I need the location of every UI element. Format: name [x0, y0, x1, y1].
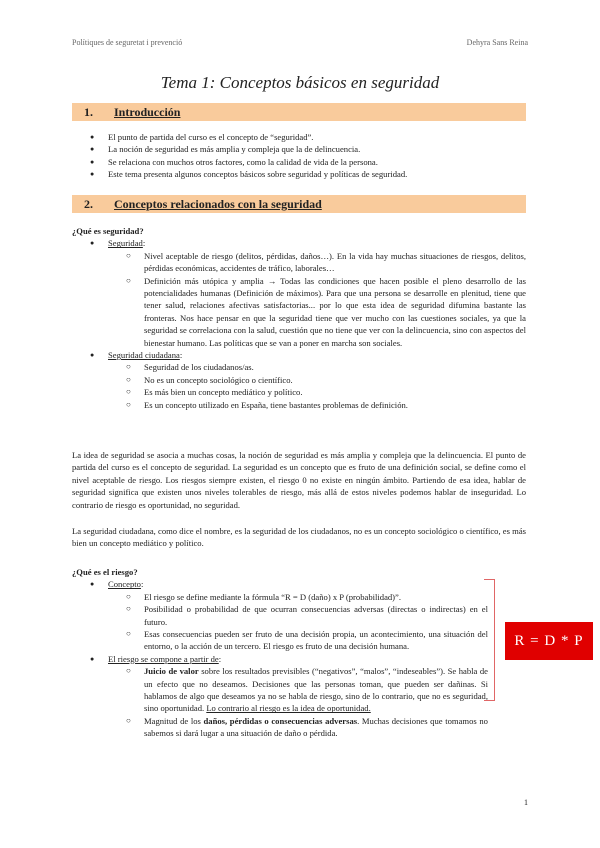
- list-item: ○ Definición más utópica y amplia → Todas las condiciones que hacen posible el pleno desarrollo de las potencialidades humanas (Definición de máximos). Para que una persona se desarrolle en plenitud, tiene que tener salud, relaciones afectivas satisfactorias... por lo que esta idea de seguridad difumina bastante las fronteras. Nos hace pensar en que la seguridad tiene que ver mucho con las cuestiones sociales, ya que la seguridad se correlaciona con la salud, cuestión que no tiene que ver con la delincuencia, sino con aspectos del bienestar humano. Las políticas que se van a poner en marcha son sociales.: [108, 275, 526, 349]
- question-heading: ¿Qué es seguridad?: [72, 226, 144, 236]
- formula-box: R = D * P: [505, 622, 593, 660]
- page-title: Tema 1: Conceptos básicos en seguridad: [160, 73, 440, 92]
- underlined-text: Lo contrario al riesgo es la idea de oportunidad.: [206, 703, 371, 714]
- list-item: ○ No es un concepto sociológico o científico.: [108, 374, 526, 386]
- section-heading-1: [72, 103, 526, 121]
- section-number: 2.: [84, 197, 93, 211]
- paragraph-text: La idea de seguridad se asocia a muchas cosas, la noción de seguridad es más amplia y compleja que la delincuencia. El punto de partida del curso es el concepto de seguridad. La seguridad es un concepto que es fruto de una definición social, se define como el nivel aceptable de riesgo. Los riesgos siempre existen, el riesgo 0 no existe en ningún ámbito. Partiendo de esa idea, hablar de seguridad significa que existen unos niveles tolerables de riesgo, más allá de estos niveles podemos hablar de inseguridad. Lo contrario de riesgo es oportunidad, no seguridad.: [72, 450, 526, 510]
- list-item: ○ Esas consecuencias pueden ser fruto de una decisión propia, un acontecimiento, una situación del entorno, o la acción de un tercero. El riesgo es fruto de una decisión humana.: [108, 628, 488, 653]
- section2-body: [72, 225, 526, 411]
- list-item: ● Se relaciona con muchos otros factores, como la calidad de vida de la persona.: [72, 156, 526, 168]
- list-item: ○ El riesgo se define mediante la fórmula “R = D (daño) x P (probabilidad)”.: [108, 591, 488, 603]
- term-label: Seguridad: [108, 238, 143, 249]
- page-number: 1: [524, 798, 528, 807]
- item-text: Magnitud de los: [144, 715, 204, 726]
- list-item: ● La noción de seguridad es más amplia y compleja que la de delincuencia.: [72, 143, 526, 155]
- term-label: Concepto: [108, 579, 141, 590]
- term-label: Seguridad ciudadana: [108, 350, 180, 361]
- header-right: Dehyra Sans Reina: [466, 38, 528, 47]
- list-item: ● Concepto: ○ El riesgo se define mediante la fórmula “R = D (daño) x P (probabilidad)”. ○ Posibilidad o probabilidad de que ocurran consecuencias adversas (directas o indirectas) en el futuro. ○ Esas consecuencias pueden ser fruto de una decisión propia, un acontecimiento, una situación del entorno, o la acción de un tercero. El riesgo es fruto de una decisión humana.: [72, 578, 488, 652]
- section-heading-2: [72, 195, 526, 213]
- list-item: ○ Seguridad de los ciudadanos/as.: [108, 361, 526, 373]
- list-item: ● Este tema presenta algunos conceptos básicos sobre seguridad y políticas de seguridad.: [72, 168, 526, 180]
- list-item: ○ Es más bien un concepto mediático y político.: [108, 386, 526, 398]
- bold-term: daños, pérdidas o consecuencias adversas: [203, 715, 358, 726]
- paragraph-text: La seguridad ciudadana, como dice el nombre, es la seguridad de los ciudadanos, no es un concepto sociológico o científico, es más bien un concepto mediático y político.: [72, 526, 526, 549]
- section-label: Conceptos relacionados con la seguridad: [114, 197, 322, 211]
- list-item: ● El riesgo se compone a partir de: ○ Juicio de valor sobre los resultados previsibles (“negativos”, “malos”, “indeseables”). Se habla de un efecto que no deseamos. Decisiones que las personas toman, que pueden ser dañinas. Si hablamos de algo que deseamos ya no se habla de riesgo, sino de lo contrario, que no es seguridad, sino oportunidad. Lo contrario al riesgo es la idea de oportunidad. ○ Magnitud de los daños, pérdidas o consecuencias adversas. Muchas decisiones que tomamos no sabemos si dará lugar a una situación de daño o pérdida.: [72, 653, 488, 740]
- item-text: sobre los resultados previsibles (“negativos”, “malos”, “indeseables”). Se habla de un efecto que no deseamos. Decisiones que las personas toman, que pueden ser dañinas. Si hablamos de algo que deseamos ya no se habla de riesgo, sino de lo contrario, que no es seguridad, sino oportunidad.: [144, 666, 488, 714]
- list-item: ○ Posibilidad o probabilidad de que ocurran consecuencias adversas (directas o indirectas) en el futuro.: [108, 603, 488, 628]
- list-item: [108, 665, 488, 715]
- list-item: ○ Es un concepto utilizado en España, tiene bastantes problemas de definición.: [108, 399, 526, 411]
- list-item: ● Seguridad: ○ Nivel aceptable de riesgo (delitos, pérdidas, daños…). En la vida hay muchas situaciones de riesgos, delitos, pérdidas económicas, accidentes de tráfico, laborales… ○ Definición más utópica y amplia → Todas las condiciones que hacen posible el pleno desarrollo de las potencialidades humanas (Definición de máximos). Para que una persona se desarrolle en plenitud, tiene que tener salud, relaciones afectivas satisfactorias... por lo que esta idea de seguridad difumina bastante las fronteras. Nos hace pensar en que la seguridad tiene que ver mucho con las cuestiones sociales, ya que la seguridad se correlaciona con la salud, cuestión que no tiene que ver con la delincuencia, sino con aspectos del bienestar humano. Las políticas que se van a poner en marcha son sociales.: [72, 237, 526, 349]
- list-item: ● Seguridad ciudadana: ○ Seguridad de los ciudadanos/as. ○ No es un concepto sociológico o científico. ○ Es más bien un concepto mediático y político. ○ Es un concepto utilizado en España, tiene bastantes problemas de definición.: [72, 349, 526, 411]
- list-item: ○ Nivel aceptable de riesgo (delitos, pérdidas, daños…). En la vida hay muchas situaciones de riesgos, delitos, pérdidas económicas, accidentes de tráfico, laborales…: [108, 250, 526, 275]
- paragraph-2: [72, 525, 526, 550]
- header-left: Polítiques de seguretat i prevenció: [72, 38, 183, 47]
- question-heading: ¿Qué es el riesgo?: [72, 567, 138, 577]
- bracket-line: [484, 579, 495, 701]
- item-text: . Muchas decisiones que tomamos no sabemos si dará lugar a una situación de daño o pérdida.: [144, 715, 488, 739]
- intro-list: [72, 131, 526, 181]
- list-item: [108, 715, 488, 740]
- paragraph-1: [72, 449, 526, 511]
- list-item: ● El punto de partida del curso es el concepto de “seguridad”.: [72, 131, 526, 143]
- section-label: Introducción: [114, 105, 181, 119]
- riesgo-section: [72, 566, 488, 740]
- section-number: 1.: [84, 105, 93, 119]
- bold-term: Juicio de valor: [144, 666, 199, 677]
- term-label: El riesgo se compone a partir de: [108, 653, 219, 664]
